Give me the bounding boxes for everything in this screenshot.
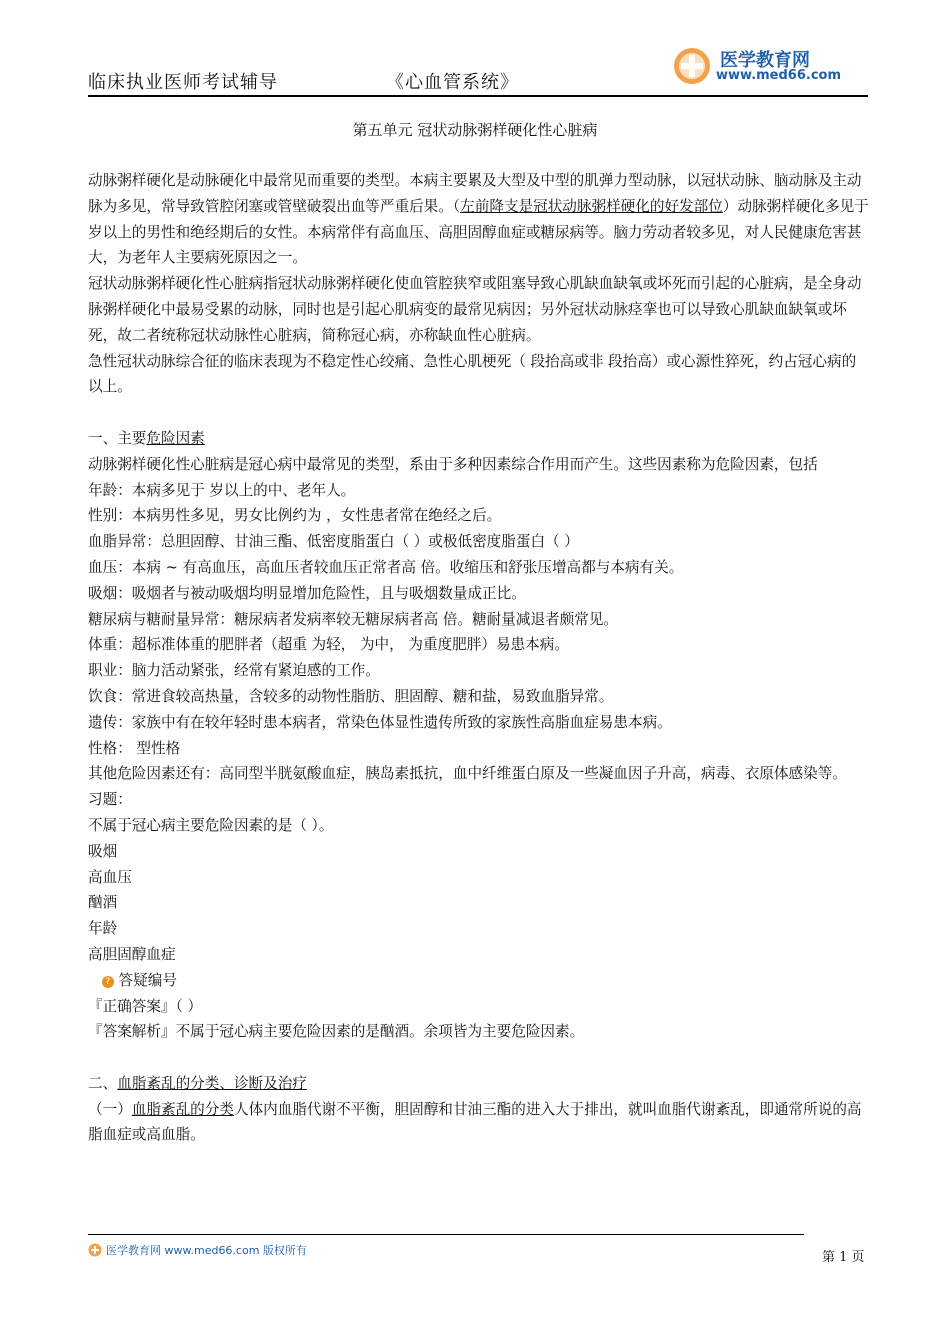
list-item: 糖尿病与糖耐量异常：糖尿病者发病率较无糖尿病者高 倍。糖耐量减退者颇常见。 [88,610,619,628]
header-divider [88,95,868,97]
footer-copyright[interactable]: 医学教育网 www.med66.com 版权所有 [88,1242,307,1258]
list-item: 遗传：家族中有在较年轻时患本病者，常染色体显性遗传所致的家族性高脂血症易患本病。 [88,713,672,731]
list-item: 职业：脑力活动紧张，经常有紧迫感的工作。 [88,662,380,680]
question-id-row[interactable] [88,968,870,994]
list-item: 血脂异常：总胆固醇、甘油三酯、低密度脂蛋白（ ）或极低密度脂蛋白（ ） [88,533,579,551]
list-item: 体重：超标准体重的肥胖者（超重 为轻， 为中， 为重度肥胖）易患本病。 [88,636,569,654]
page-header [88,44,868,100]
list-item: 吸烟：吸烟者与被动吸烟均明显增加危险性，且与吸烟数量成正比。 [88,584,526,602]
paragraph-atherosclerosis: 动脉粥样硬化是动脉硬化中最常见而重要的类型。本病主要累及大型及中型的肌弹力型动脉，以冠状动脉、脑动脉及主动脉为多见，常导致管腔闭塞或管壁破裂出血等严重后果。（左前降支是冠状动脉粥样硬化的好发部位）动脉粥样硬化多见于 岁以上的男性和绝经期后的女性。本病常伴有高血压、高胆固醇血症或糖尿病等。脑力劳动者较多见，对人民健康危害甚大，为老年人主要病死原因之一。 [88,172,869,267]
list-item: 性别：本病男性多见，男女比例约为 ，女性患者常在绝经之后。 [88,507,502,525]
paragraph-lipid-classification: （一）血脂紊乱的分类人体内血脂代谢不平衡，胆固醇和甘油三酯的进入大于排出，就叫血脂代谢紊乱，即通常所说的高脂血症或高血脂。 [88,1100,862,1144]
paragraph-chd-definition: 冠状动脉粥样硬化性心脏病指冠状动脉粥样硬化使血管腔狭窄或阻塞导致心肌缺血缺氧或坏死而引起的心脏病，是全身动脉粥样硬化中最易受累的动脉，同时也是引起心肌病变的最常见病因；另外冠状动脉痉挛也可以导致心肌缺血缺氧或坏死，故二者统称冠状动脉性心脏病，简称冠心病，亦称缺血性心脏病。 [88,275,862,344]
answer-option: 年龄 [88,920,118,938]
page-number: 第 1 页 [822,1250,865,1265]
page-title: 第五单元 冠状动脉粥样硬化性心脏病 [352,121,598,139]
footer-divider [88,1234,804,1235]
logo-url[interactable]: www.med66.com [716,68,842,83]
site-logo[interactable] [672,44,872,92]
list-item: 饮食：常进食较高热量，含较多的动物性脂肪、胆固醇、糖和盐，易致血脂异常。 [88,687,614,705]
answer-option: 高血压 [88,868,132,886]
section-heading-risk-factors: 一、主要危险因素 [88,429,205,447]
answer-option: 吸烟 [88,842,118,860]
logo-cross-icon [672,46,712,86]
header-course: 临床执业医师考试辅导 [88,72,278,93]
blank-line [88,400,870,426]
help-icon[interactable]: ? [102,976,114,988]
answer-option: 酗酒 [88,894,118,912]
list-item: 血压：本病 ~ 有高血压，高血压者较血压正常者高 倍。收缩压和舒张压增高都与本病有关。 [88,558,684,576]
exercise-label: 习题： [88,791,132,809]
exercise-question: 不属于冠心病主要危险因素的是（ ）。 [88,816,334,834]
footer-logo-icon [88,1243,102,1257]
list-item: 年龄：本病多见于 岁以上的中、老年人。 [88,481,356,499]
paragraph-other-risks: 其他危险因素还有：高同型半胱氨酸血症，胰岛素抵抗，血中纤维蛋白原及一些凝血因子升高，病毒、衣原体感染等。 [88,765,847,783]
underlined-note: 左前降支是冠状动脉粥样硬化的好发部位 [460,197,723,215]
section-heading-lipid: 二、血脂紊乱的分类、诊断及治疗 [88,1074,307,1092]
answer-option: 高胆固醇血症 [88,945,176,963]
question-id-label: 答疑编号 [113,971,177,989]
paragraph-acs: 急性冠状动脉综合征的临床表现为不稳定性心绞痛、急性心肌梗死（ 段抬高或非 段抬高）或心源性猝死，约占冠心病的 以上。 [88,352,857,396]
document-body [88,168,870,1148]
header-subject: 《心血管系统》 [386,72,519,93]
list-item: 性格： 型性格 [88,739,181,757]
logo-name: 医学教育网 [720,50,810,71]
answer-analysis: 『答案解析』不属于冠心病主要危险因素的是酗酒。余项皆为主要危险因素。 [88,1023,585,1041]
footer-center-glyphs [534,1242,544,1258]
blank-line [88,1045,870,1071]
paragraph-risk-intro: 动脉粥样硬化性心脏病是冠心病中最常见的类型，系由于多种因素综合作用而产生。这些因素称为危险因素，包括 [88,455,818,473]
correct-answer: 『正确答案』（ ） [88,997,203,1015]
